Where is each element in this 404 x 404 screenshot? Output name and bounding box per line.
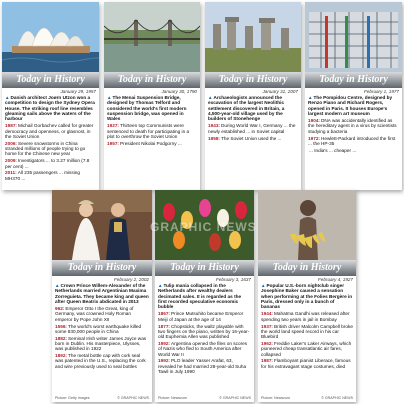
list-item: 1877:Chopsticks, the waltz playable with two fingers on the piano, written by 16-year-old Euphemia Allen was published (158, 323, 250, 340)
card-date: January 30, 1790 (161, 89, 197, 94)
list-item: 1927:Thirteen top Communists were sentenced to death for participating in a plot to overthrow the Soviet Union (107, 123, 190, 140)
list-item: 2009:Investigators ... to 3.27 million (7.8 per cent) ... (5, 158, 90, 169)
list-item: 2011:All 235 passengers ... missing MH370 ... (5, 170, 81, 181)
photo-credit: Picture: Newscom (158, 396, 187, 400)
list-item: 1944:Mahatma Gandhi was released after spending two years in jail in Bombay (261, 311, 350, 322)
triangle-icon: ▲ (308, 95, 313, 100)
list-item: 1892:The metal bottle cap with cork seal was patented in the U.S., replacing the cork and wire previously used to seal bottles (55, 353, 146, 369)
lead-event: ▲Popular U.S.-born nightclub singer Josephine Baker caused a sensation when performing at the Folies Bergère in Paris, dressed only in a bunch of bananas (261, 283, 353, 310)
triangle-icon: ▲ (208, 95, 213, 100)
list-item: 1556:The world's worst earthquake killed some 830,000 people in China (55, 323, 142, 334)
list-item: 1867:Prince Mutsuhito became Emperor Meiji of Japan at the age of 14 (158, 311, 244, 322)
history-card-jan31[interactable] (205, 2, 301, 190)
card-body (308, 95, 399, 154)
list-item: 2006:Severe snowstorms in China stranded millions of people trying to go home for the Chinese new year (5, 140, 86, 157)
opera-house-photo (2, 2, 99, 72)
list-item: 1937:British driver Malcolm Campbell broke the world land speed record in his car Bluebird (261, 323, 353, 340)
history-card-feb2[interactable] (52, 190, 152, 402)
stonehenge-photo (205, 2, 301, 72)
card-date: February 1, 1977 (364, 89, 399, 94)
josephine-baker-photo (258, 190, 356, 260)
royal-wedding-photo (52, 190, 152, 260)
brand-credit: © GRAPHIC NEWS (219, 396, 251, 400)
list-item: 1972:Hewlett-Packard introduced the first ... the HP-35 (308, 135, 396, 146)
card-title: Today in History (258, 260, 356, 276)
lead-event: ▲Crown Prince Willem-Alexander of the Netherlands married Argentinian Maxima Zorreguieta. They became king and queen after Queen Beatrix abdicated in 2013 (55, 283, 149, 304)
list-item: 1943:During World War I, Germany ... the newly established ... in Soviet capital (208, 123, 296, 134)
card-footer (158, 396, 251, 400)
list-item: 1992:PLO leader Yasser Arafat, 63, revealed he had married 28-year-old Suha Tawil in July 1990 (158, 358, 247, 374)
lead-event: ▲The Menai Suspension Bridge, designed by Thomas Telford and considered the world's first modern suspension bridge, was opened in Wales (107, 95, 187, 122)
lead-event: ▲Tulip mania collapsed in the Netherlands after wealthy dealers decimated sales. It is regarded as the first recorded speculative economic bubble (158, 283, 242, 310)
list-item: 1904:DNA was accidentally identified as the hereditary agent in a virus by scientists studying a bacteria (308, 118, 397, 134)
lead-event: ▲Archaeologists announced the excavation of the largest Neolithic settlement discovered in Britain, a 4,500-year-old village used by the builders of Stonehenge (208, 95, 285, 122)
history-card-jan29[interactable] (2, 2, 99, 190)
bridge-photo (104, 2, 200, 72)
card-date: January 29, 1957 (60, 89, 96, 94)
watermark: GRAPHIC NEWS (150, 220, 257, 234)
history-card-feb1[interactable] (305, 2, 402, 190)
pompidou-photo (305, 2, 402, 72)
card-date: February 3, 1637 (216, 277, 251, 282)
card-body (55, 283, 149, 370)
list-item: 1987:Flamboyant pianist Liberace, famous for his extravagant stage costumes, died (261, 358, 351, 369)
card-title: Today in History (104, 72, 200, 88)
card-body (107, 95, 197, 148)
lead-event: ▲Danish architect Joørn Utzon won a competition to design the Sydney Opera House. The striking roof line resembles gleaming sails above the waters of the harbour (5, 95, 95, 122)
list-item: 1992:Argentina opened the files on scores of Nazis who fled to South America after World War II (158, 340, 248, 357)
triangle-icon: ▲ (261, 283, 266, 288)
card-title: Today in History (205, 72, 301, 88)
card-body (208, 95, 298, 142)
card-footer (55, 396, 149, 400)
history-card-feb4[interactable] (258, 190, 356, 402)
triangle-icon: ▲ (5, 95, 10, 100)
triangle-icon: ▲ (55, 283, 60, 288)
list-item: 962:Emperor Otto I the Great, king of Germany, was crowned Holy Roman emperor by Pope John XII (55, 306, 134, 322)
list-item: ... India's ... cheaper ... (309, 147, 357, 153)
card-date: January 31, 2007 (262, 89, 298, 94)
lead-event: ▲The Pompidou Centre, designed by Renzo Piano and Richard Rogers, opened in Paris. It houses Europe's largest modern art museum (308, 95, 393, 116)
card-title: Today in History (52, 260, 152, 276)
photo-credit: Picture: Newscom (261, 396, 290, 400)
card-date: February 2, 2002 (114, 277, 149, 282)
list-item: 1882:Seminal Irish writer James Joyce was born in Dublin. His masterpiece, Ulysses, was published in 1922 (55, 335, 147, 352)
card-body (158, 283, 251, 376)
list-item: 1957:President Nikolai Podgorny ... (107, 140, 182, 146)
card-title: Today in History (155, 260, 254, 276)
triangle-icon: ▲ (107, 95, 112, 100)
card-date: February 4, 1927 (318, 277, 353, 282)
brand-credit: © GRAPHIC NEWS (321, 396, 353, 400)
card-title: Today in History (2, 72, 99, 88)
list-item: 1958:The Soviet Union used the ... (208, 135, 282, 141)
card-body (5, 95, 96, 182)
list-item: 1962:Freddie Laker's Laker Airways, which pioneered cheap transatlantic air fares, collapsed (261, 340, 352, 357)
card-title: Today in History (305, 72, 402, 88)
brand-credit: © GRAPHIC NEWS (117, 396, 149, 400)
list-item: 1987:Michail Gorbachev called for greater democracy and openness, or glasnost, in the Soviet Union (5, 123, 94, 140)
tulips-photo (155, 190, 254, 260)
photo-credit: Picture: Getty Images (55, 396, 90, 400)
history-card-jan30[interactable] (104, 2, 200, 190)
triangle-icon: ▲ (158, 283, 163, 288)
card-footer (261, 396, 353, 400)
card-body (261, 283, 353, 370)
history-card-feb3[interactable] (155, 190, 254, 402)
